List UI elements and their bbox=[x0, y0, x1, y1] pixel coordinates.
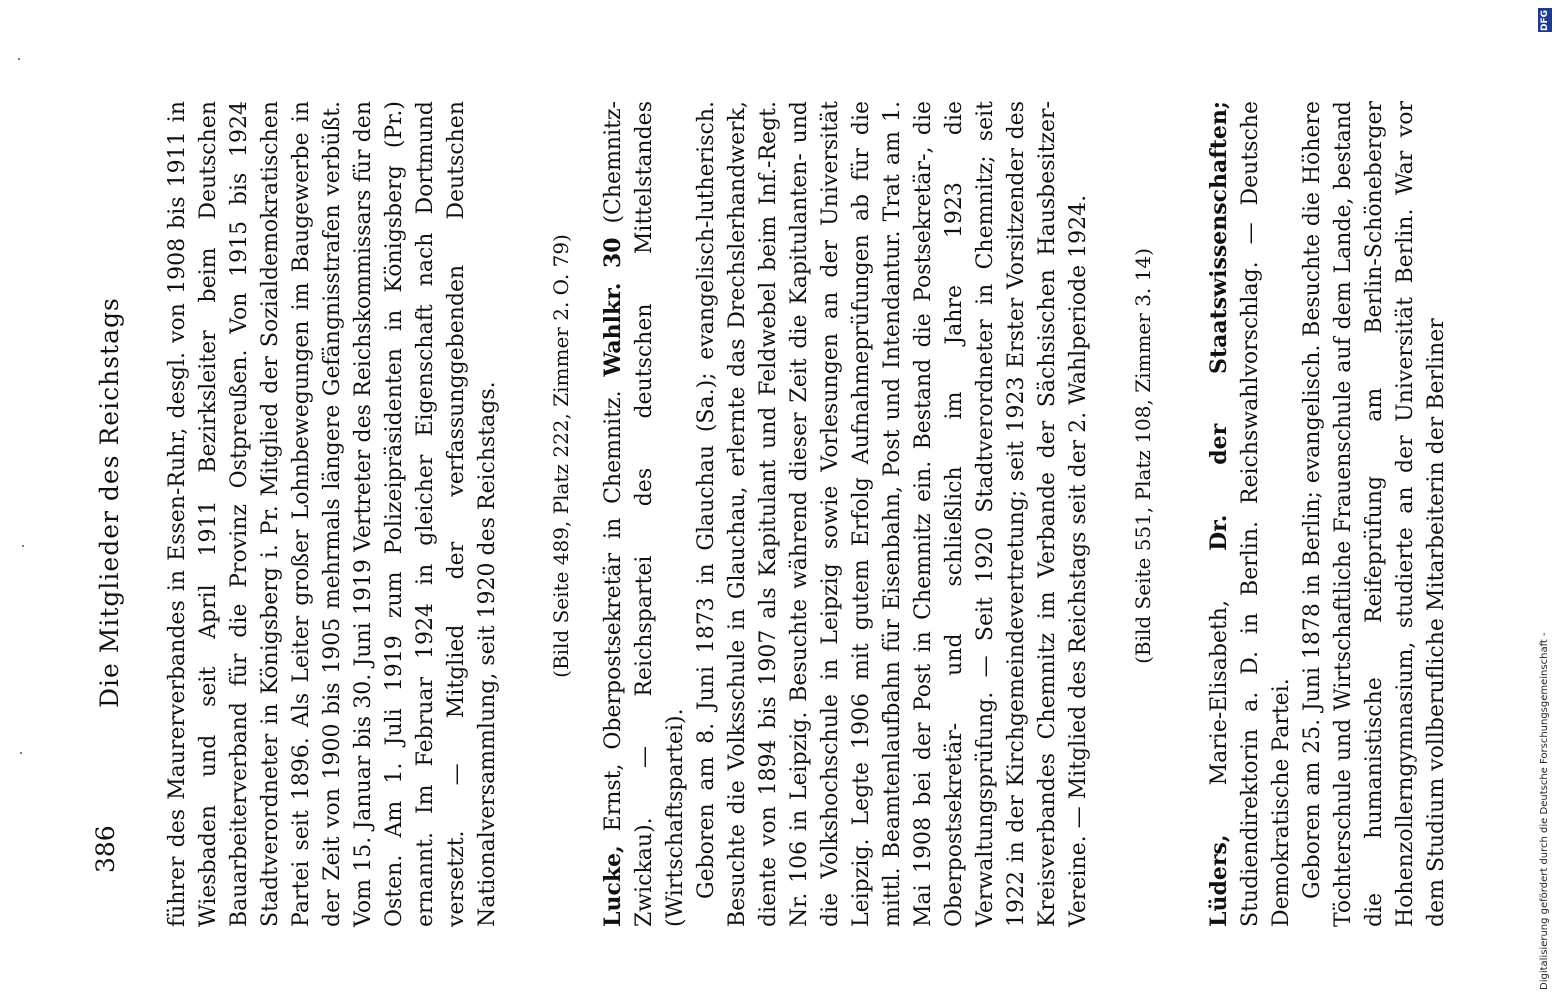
entry-lucke-intro: Ernst, Oberpostsekretär in Chemnitz. bbox=[601, 376, 626, 846]
entry-lueders-block bbox=[1204, 101, 1452, 927]
scan-speck bbox=[22, 545, 24, 547]
entry-lueders-heading bbox=[1204, 101, 1297, 927]
dfg-logo: DFG bbox=[1540, 9, 1550, 31]
entry-lueders-name: Lüders, bbox=[1206, 834, 1232, 927]
entry-lucke-text: Geboren am 8. Juni 1873 in Glauchau (Sa.); evangelisch-lutherisch. Besuchte die Volksschule in Glauchau, erlernte das Drechslerhandwerk, diente von 1894 bis 1907 als Kapitulant und Feldwebel beim Inf.-Regt. Nr. 106 in Leipzig. Besuchte während dieser Zeit die Kapitulanten- und die Volkshochschule in Leipzig sowie Vorlesungen an der Universität Leipzig. Legte 1906 mit gutem Erfolg Aufnahmeprüfungen ab für die mittl. Beamtenlaufbahn für Eisenbahn, Post und Intendantur. Trat am 1. Mai 1908 bei der Post in Chemnitz ein. Bestand die Postsekretär-, die Oberpostsekretär- und schließlich im Jahre 1923 die Verwaltungsprüfung. — Seit 1920 Stadtverordneter in Chemnitz; seit 1922 in der Kirchgemeindevertretung; seit 1923 Erster Vorsitzender des Kreisverbandes Chemnitz im Verbande der Sächsischen Hausbesitzer-Vereine. — Mitglied des Reichstags seit der 2. Wahlperiode 1924. bbox=[694, 101, 1091, 927]
scan-speck bbox=[18, 58, 20, 60]
entry-lucke-block bbox=[598, 101, 1094, 927]
entry-lucke-heading bbox=[598, 101, 691, 927]
entry-lueders-name-rest: Marie-Elisabeth, bbox=[1207, 550, 1232, 835]
running-title: Die Mitglieder des Reichstags bbox=[95, 297, 124, 708]
scan-speck bbox=[20, 752, 22, 754]
entry-continued-text: führer des Maurerverbandes in Essen-Ruhr, desgl. von 1908 bis 1911 in Wiesbaden und seit April 1911 Bezirksleiter beim Deutschen Bauarbeiterverband für die Provinz Ostpreußen. Von 1915 bis 1924 Stadtverordneter in Königsberg i. Pr. Mitglied der Sozialdemokratischen Partei seit 1896. Als Leiter großer Lohnbewegungen im Baugewerbe in der Zeit von 1900 bis 1905 mehrmals längere Gefängnisstrafen verbüßt. Vom 15. Januar bis 30. Juni 1919 Vertreter des Reichskommissars für den Osten. Am 1. Juli 1919 zum Polizeipräsidenten in Königsberg (Pr.) ernannt. Im Februar 1924 in gleicher Eigenschaft nach Dortmund versetzt. — Mitglied der verfassunggebenden Deutschen Nationalversammlung, seit 1920 des Reichstags. bbox=[165, 101, 500, 927]
entry-lueders-text: Geboren am 25. Juni 1878 in Berlin; evangelisch. Besuchte die Höhere Töchterschule und Wirtschaftliche Frauenschule auf dem Lande, bestand die humanistische Reifeprüfung am Berlin-Schöneberger Hohenzollerngymnasium, studierte an der Universität Berlin. War vor dem Studium vollberufliche Mitarbeiterin der Berliner bbox=[1300, 101, 1449, 927]
entry-lueders-intro-rest: Studiendirektorin a. D. in Berlin. Reichswahlvorschlag. — Deutsche Demokratische Partei. bbox=[1238, 101, 1294, 927]
entry-lucke-intro-rest: (Chemnitz-Zwickau). — Reichspartei des deutschen Mittelstandes (Wirtschaftspartei). bbox=[601, 101, 688, 927]
entry-lucke-name: Lucke, bbox=[600, 845, 626, 927]
entry-continued-block bbox=[162, 101, 503, 927]
page-number: 386 bbox=[91, 825, 120, 873]
entry-lucke-wahlkreis: Wahlkr. 30 bbox=[600, 237, 626, 377]
digitization-note: Digitalisierung gefördert durch die Deutsche Forschungsgemeinschaft - bbox=[1539, 632, 1550, 990]
entry-lueders-paragraph bbox=[1297, 101, 1452, 927]
entry-lueders-title: Dr. der Staatswissenschaften; bbox=[1206, 101, 1232, 551]
entry-lucke-paragraph bbox=[691, 101, 1094, 927]
entry-continued-bild: (Bild Seite 489, Platz 222, Zimmer 2. O. 79) bbox=[549, 234, 573, 678]
entry-lucke-bild: (Bild Seite 551, Platz 108, Zimmer 3. 14) bbox=[1131, 248, 1155, 664]
